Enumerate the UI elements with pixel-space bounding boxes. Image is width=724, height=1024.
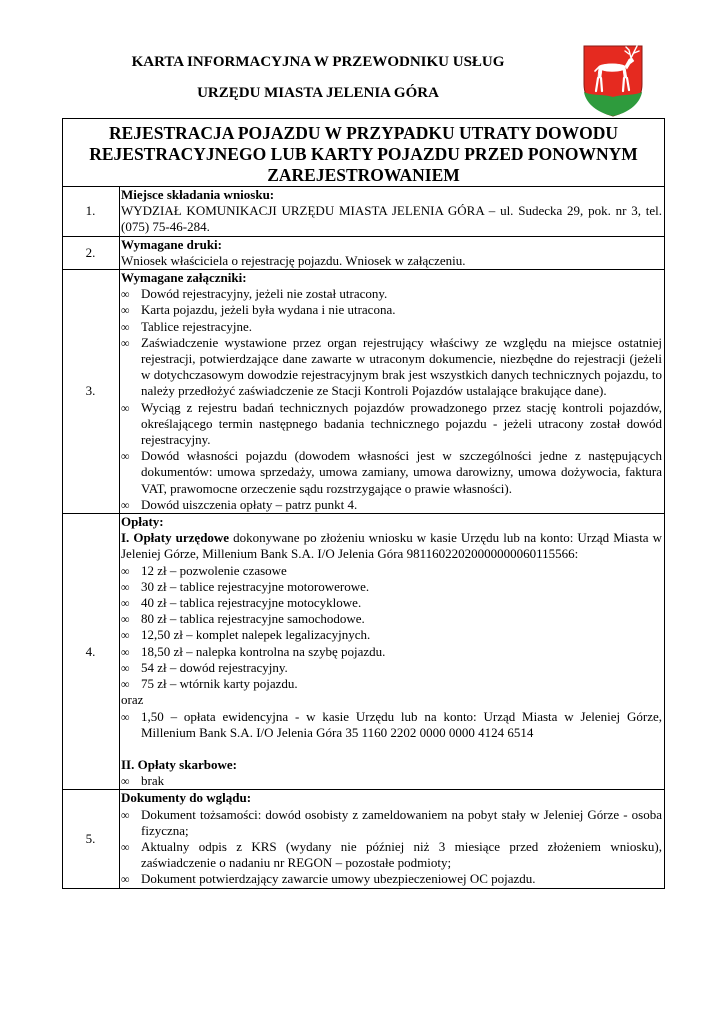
header-line-1: KARTA INFORMACYJNA W PRZEWODNIKU USŁUG	[131, 54, 505, 70]
list-item	[121, 400, 662, 449]
table-row	[63, 270, 664, 514]
bullet-icon: ∞	[121, 774, 130, 789]
list-item	[121, 871, 662, 887]
list-item-text: Dowód własności pojazdu (dowodem własności jest w szczególności jedne z następujących dokumentów: umowa sprzedaży, umowa zamiany, umowa darowizny, umowa dożywocia, faktura VAT, prawomocne orzeczenie sądu rozstrzygające o prawie własności).	[141, 448, 662, 496]
list-item	[121, 335, 662, 400]
table-row	[63, 514, 664, 790]
bullet-icon: ∞	[121, 660, 130, 675]
list-item	[121, 563, 662, 579]
bullet-icon: ∞	[121, 335, 130, 350]
section-heading: Wymagane druki:	[121, 236, 222, 252]
table-row	[63, 790, 664, 888]
list-item	[121, 660, 662, 676]
row-number: 5.	[63, 790, 120, 888]
page-header	[62, 48, 574, 102]
list-item	[121, 611, 662, 627]
section-heading: Opłaty:	[121, 514, 164, 530]
row-content	[120, 187, 665, 236]
list-item	[121, 773, 662, 789]
list-item	[121, 302, 662, 318]
list-item-text: 54 zł – dowód rejestracyjny.	[141, 659, 288, 675]
bullet-icon: ∞	[121, 579, 130, 594]
deer-coat-of-arms-icon	[582, 44, 644, 118]
attachments-list	[121, 286, 662, 513]
section-text: Wniosek właściciela o rejestrację pojazdu. Wniosek w załączeniu.	[121, 252, 466, 268]
list-item-text: 18,50 zł – nalepka kontrolna na szybę pojazdu.	[141, 643, 386, 659]
official-fees-text: dokonywane po złożeniu wniosku w kasie Urzędu lub na konto: Urząd Miasta w Jeleniej Górze, Millenium Bank S.A. I/O Jelenia Góra 98116022020000000060115566:	[121, 530, 662, 562]
bullet-icon: ∞	[121, 628, 130, 643]
list-item-text: Karta pojazdu, jeżeli była wydana i nie utracona.	[141, 302, 396, 318]
row-number: 2.	[63, 236, 120, 269]
oraz-text: oraz	[121, 692, 144, 708]
bullet-icon: ∞	[121, 303, 130, 318]
row-number: 1.	[63, 187, 120, 236]
info-table	[63, 187, 664, 888]
tax-fees-title: II. Opłaty skarbowe:	[121, 756, 237, 772]
list-item	[121, 839, 662, 871]
bullet-icon: ∞	[121, 497, 130, 512]
tax-fees-list	[121, 773, 662, 789]
row-content	[120, 790, 665, 888]
list-item	[121, 709, 662, 741]
list-item-text: Dowód uiszczenia opłaty – patrz punkt 4.	[141, 496, 358, 512]
list-item-text: 40 zł – tablica rejestracyjne motocyklowe.	[141, 595, 362, 611]
list-item-text: Aktualny odpis z KRS (wydany nie później niż 3 miesiące przed złożeniem wniosku), zaświadczenie o nadaniu nr REGON – pozostałe podmioty;	[141, 838, 662, 871]
bullet-icon: ∞	[121, 563, 130, 578]
section-heading: Wymagane załączniki:	[121, 270, 247, 286]
list-item	[121, 627, 662, 643]
list-item	[121, 807, 662, 839]
table-row	[63, 187, 664, 236]
bullet-icon: ∞	[121, 449, 130, 464]
list-item	[121, 497, 662, 513]
header-line-2: URZĘDU MIASTA JELENIA GÓRA	[197, 85, 439, 101]
bullet-icon: ∞	[121, 709, 130, 724]
section-text: WYDZIAŁ KOMUNIKACJI URZĘDU MIASTA JELENIA GÓRA – ul. Sudecka 29, pok. nr 3, tel. (075) 75-46-284.	[121, 203, 662, 235]
row-content	[120, 270, 665, 514]
list-item	[121, 595, 662, 611]
list-item-text: 12 zł – pozwolenie czasowe	[141, 562, 287, 578]
list-item-text: 30 zł – tablice rejestracyjne motorowerowe.	[141, 578, 370, 594]
bullet-icon: ∞	[121, 644, 130, 659]
official-fees-title: I. Opłaty urzędowe	[121, 530, 230, 546]
list-item	[121, 676, 662, 692]
row-content	[120, 514, 665, 790]
list-item-text: Zaświadczenie wystawione przez organ rejestrujący właściwy ze względu na miejsce ostatniej rejestracji, potwierdzające dane zawarte w utraconym dokumencie, niezbędne do rejestracji (jeżeli w dotychczasowym dowodzie rejestracyjnym brak jest wszystkich danych technicznych pojazdu, to należy przedłożyć zaświadczenie ze Stacji Kontroli Pojazdów ustalające brakujące dane).	[141, 334, 662, 399]
information-card	[62, 118, 665, 889]
extra-fee-list	[121, 709, 662, 741]
row-number: 4.	[63, 514, 120, 790]
list-item-text: Wyciąg z rejestru badań technicznych pojazdów prowadzonego przez stację kontroli pojazdów, określającego termin następnego badania technicznego pojazdu - jeżeli utracony został dowód rejestracyjny.	[141, 399, 662, 448]
list-item-text: 80 zł – tablica rejestracyjne samochodowe.	[141, 611, 365, 627]
list-item-text: brak	[141, 773, 165, 789]
list-item	[121, 286, 662, 302]
list-item-text: Tablice rejestracyjne.	[141, 318, 252, 334]
bullet-icon: ∞	[121, 677, 130, 692]
fees-list	[121, 563, 662, 693]
bullet-icon: ∞	[121, 612, 130, 627]
bullet-icon: ∞	[121, 287, 130, 302]
bullet-icon: ∞	[121, 807, 130, 822]
list-item-text: Dowód rejestracyjny, jeżeli nie został utracony.	[141, 286, 388, 302]
official-fees-intro	[121, 530, 662, 562]
list-item-text: 1,50 – opłata ewidencyjna - w kasie Urzędu lub na konto: Urząd Miasta w Jeleniej Górze, Millenium Bank S.A. I/O Jelenia Góra 35 1160 2202 0000 0000 4124 6514	[141, 708, 662, 740]
list-item-text: 75 zł – wtórnik karty pojazdu.	[141, 676, 298, 692]
table-row	[63, 236, 664, 269]
list-item	[121, 579, 662, 595]
bullet-icon: ∞	[121, 400, 130, 415]
documents-list	[121, 807, 662, 888]
list-item-text: Dokument tożsamości: dowód osobisty z zameldowaniem na pobyt stały w Jeleniej Górze - osoba fizyczna;	[141, 806, 662, 838]
page-title: REJESTRACJA POJAZDU W PRZYPADKU UTRATY DOWODU REJESTRACYJNEGO LUB KARTY POJAZDU PRZED PONOWNYM ZAREJESTROWANIEM	[63, 119, 664, 187]
row-content	[120, 236, 665, 269]
list-item	[121, 319, 662, 335]
section-heading: Miejsce składania wniosku:	[121, 187, 275, 202]
section-heading: Dokumenty do wglądu:	[121, 790, 252, 806]
list-item-text: Dokument potwierdzający zawarcie umowy ubezpieczeniowej OC pojazdu.	[141, 871, 536, 887]
bullet-icon: ∞	[121, 872, 130, 887]
row-number: 3.	[63, 270, 120, 514]
bullet-icon: ∞	[121, 839, 130, 854]
list-item-text: 12,50 zł – komplet nalepek legalizacyjnych.	[141, 627, 371, 643]
list-item	[121, 644, 662, 660]
list-item	[121, 448, 662, 497]
spacer	[121, 741, 662, 757]
bullet-icon: ∞	[121, 596, 130, 611]
bullet-icon: ∞	[121, 319, 130, 334]
